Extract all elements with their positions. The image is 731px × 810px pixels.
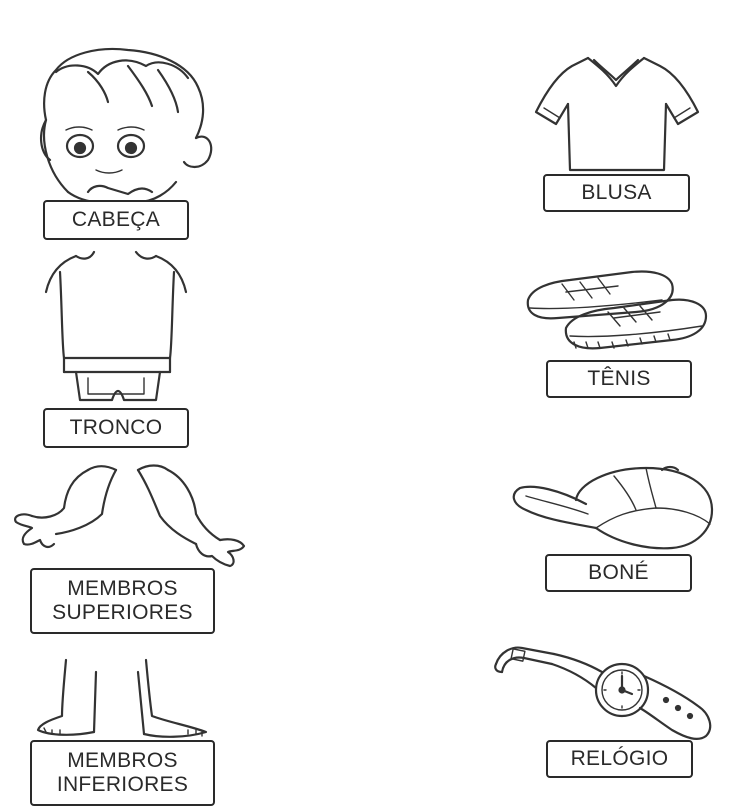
label-relogio: RELÓGIO [546, 740, 693, 778]
label-blusa: BLUSA [543, 174, 690, 212]
label-tenis: TÊNIS [546, 360, 692, 398]
legs-icon [30, 652, 220, 744]
sneakers-icon [522, 264, 710, 356]
boy-head-icon [28, 42, 213, 207]
label-membros-superiores: MEMBROS SUPERIORES [30, 568, 215, 634]
wristwatch-icon [492, 636, 718, 748]
t-shirt-icon [528, 52, 703, 172]
torso-icon [36, 248, 196, 406]
label-tronco: TRONCO [43, 408, 189, 448]
label-membros-inferiores: MEMBROS INFERIORES [30, 740, 215, 806]
arms-icon [8, 456, 248, 568]
label-cabeca: CABEÇA [43, 200, 189, 240]
label-bone: BONÉ [545, 554, 692, 592]
cap-icon [506, 464, 718, 556]
